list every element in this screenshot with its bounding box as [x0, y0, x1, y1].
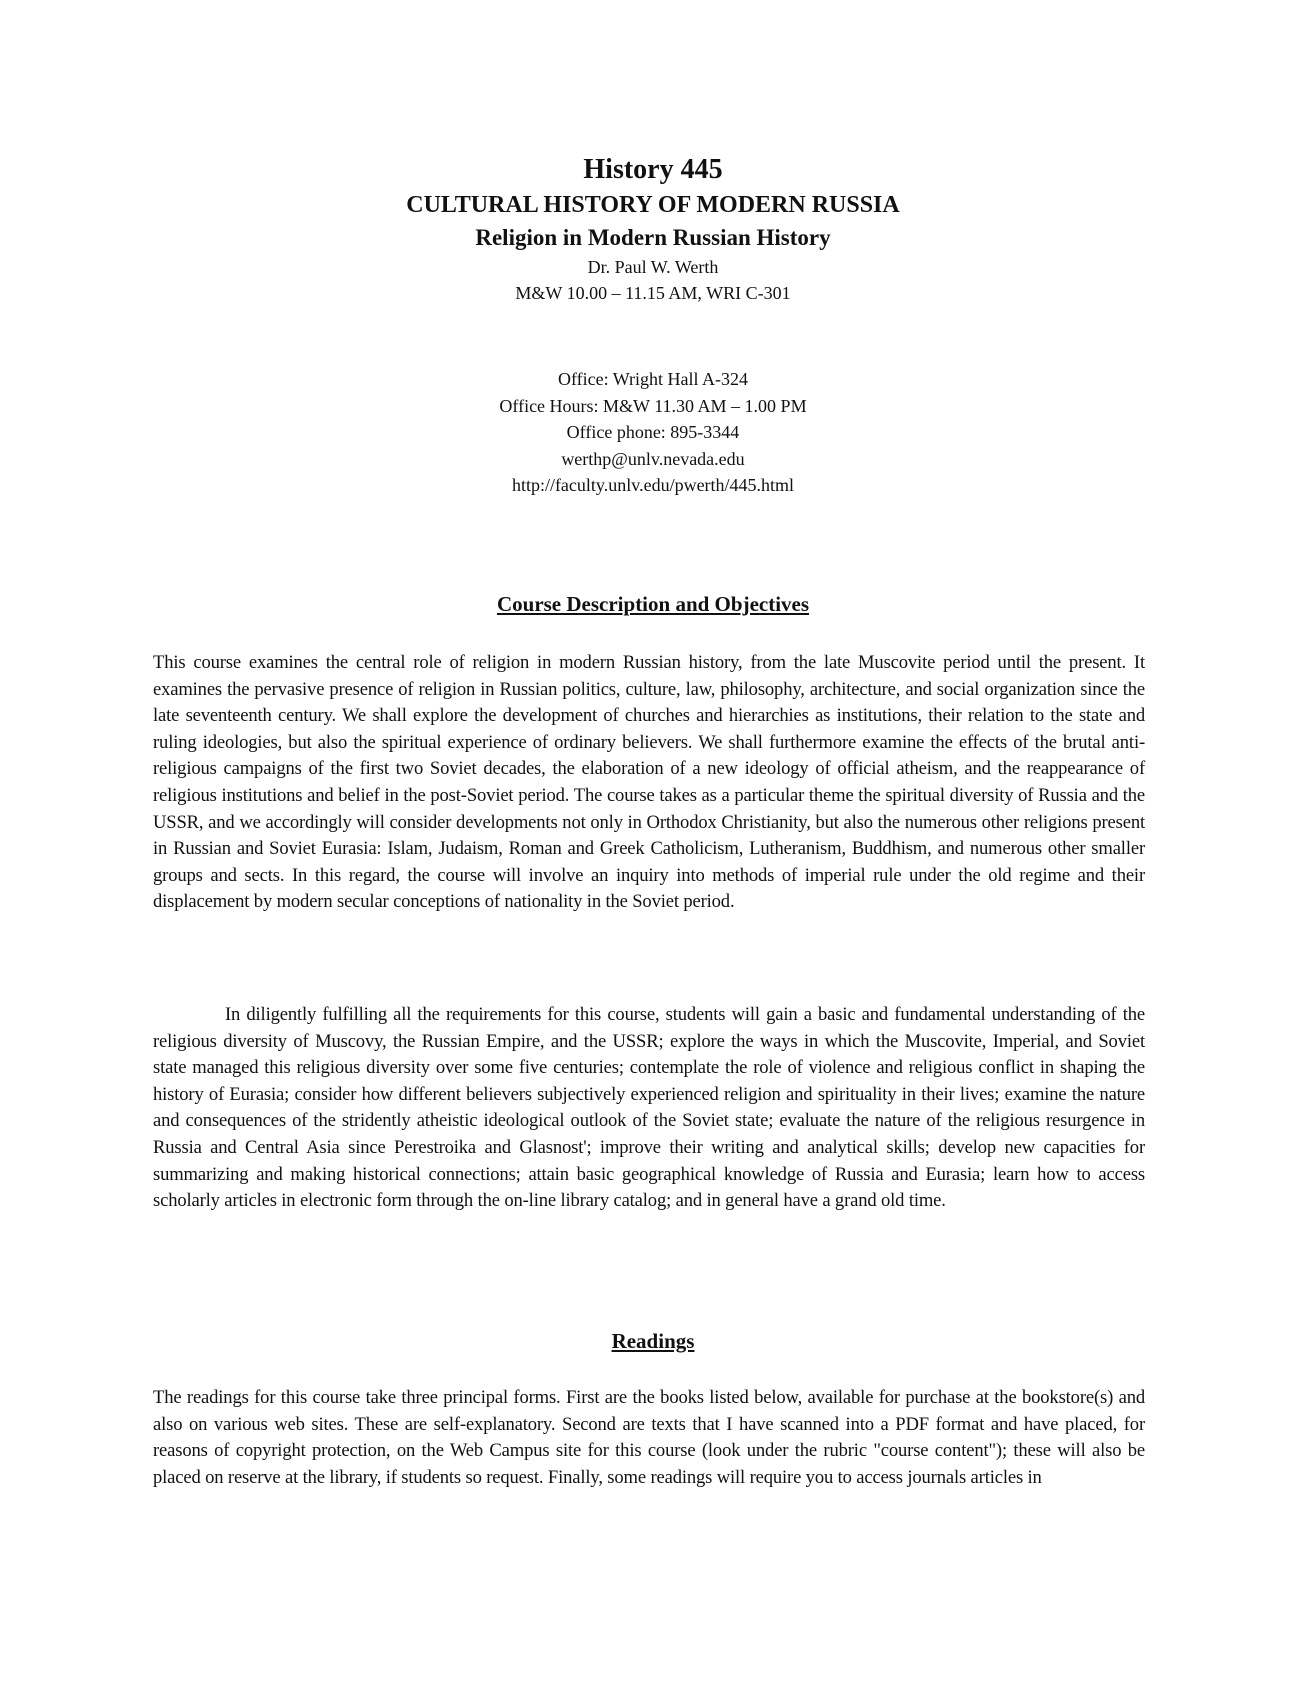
- email-address: werthp@unlv.nevada.edu: [561, 448, 745, 469]
- description-paragraph-1: This course examines the central role of religion in modern Russian history, from the late Muscovite period until the present. It examines the pervasive presence of religion in Russian politics, culture, law, philosophy, architecture, and social organization since the late seventeenth century. We shall explore the development of churches and hierarchies as institutions, their relation to the state and ruling ideologies, but also the spiritual experience of ordinary believers. We shall furthermore examine the effects of the brutal anti-religious campaigns of the first two Soviet decades, the elaboration of a new ideology of official atheism, and the reappearance of religious institutions and belief in the post-Soviet period. The course takes as a particular theme the spiritual diversity of Russia and the USSR, and we accordingly will consider developments not only in Orthodox Christianity, but also the numerous other religions present in Russian and Soviet Eurasia: Islam, Judaism, Roman and Greek Catholicism, Lutheranism, Buddhism, and numerous other smaller groups and sects. In this regard, the course will involve an inquiry into methods of imperial rule under the old regime and their displacement by modern secular conceptions of nationality in the Soviet period.: [153, 652, 1145, 913]
- course-header: [0, 152, 1306, 306]
- description-heading: Course Description and Objectives: [496, 592, 810, 616]
- description-paragraph-2: In diligently fulfilling all the requirements for this course, students will gain a basic and fundamental understanding of the religious diversity of Muscovy, the Russian Empire, and the USSR; explore the ways in which the Muscovite, Imperial, and Soviet state managed this religious diversity over some five centuries; contemplate the role of violence and religious conflict in shaping the history of Eurasia; consider how different believers subjectively experienced religion and spirituality in their lives; examine the nature and consequences of the stridently atheistic ideological outlook of the Soviet state; evaluate the nature of the religious resurgence in Russia and Central Asia since Perestroika and Glasnost'; improve their writing and analytical skills; develop new capacities for summarizing and making historical connections; attain basic geographical knowledge of Russia and Eurasia; learn how to access scholarly articles in electronic form through the on-line library catalog; and in general have a grand old time.: [153, 1004, 1145, 1212]
- course-subtitle: Religion in Modern Russian History: [475, 225, 831, 250]
- course-website: http://faculty.unlv.edu/pwerth/445.html: [511, 475, 795, 495]
- course-number: History 445: [583, 154, 723, 185]
- instructor-name: Dr. Paul W. Werth: [587, 257, 719, 277]
- office-location: Office: Wright Hall A-324: [557, 369, 749, 389]
- office-phone: Office phone: 895-3344: [566, 422, 740, 442]
- readings-paragraph-1: The readings for this course take three principal forms. First are the books listed below, available for purchase at the bookstore(s) and also on various web sites. These are self-explanatory. Second are texts that I have scanned into a PDF format and have placed, for reasons of copyright protection, on the Web Campus site for this course (look under the rubric "course content"); these will also be placed on reserve at the library, if students so request. Finally, some readings will require you to access journals articles in: [153, 1387, 1145, 1488]
- contact-block: [0, 366, 1306, 499]
- office-hours: Office Hours: M&W 11.30 AM – 1.00 PM: [499, 395, 807, 416]
- class-schedule: M&W 10.00 – 11.15 AM, WRI C-301: [515, 283, 791, 303]
- course-title: CULTURAL HISTORY OF MODERN RUSSIA: [406, 192, 900, 218]
- readings-heading: Readings: [611, 1329, 695, 1353]
